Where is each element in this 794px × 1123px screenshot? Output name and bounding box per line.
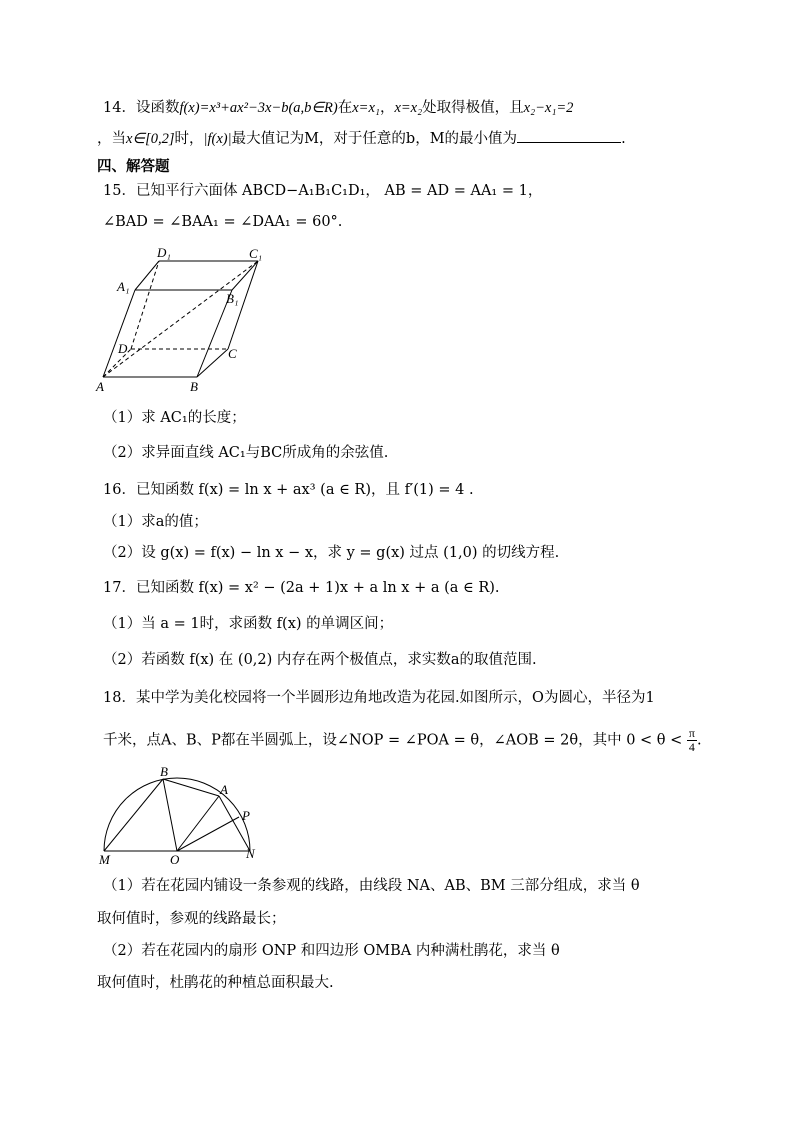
- q17-part2: （2）若函数 f(x) 在 (0,2) 内存在两个极值点，求实数a的取值范围.: [103, 652, 537, 668]
- section-title: 四、解答题: [97, 158, 170, 175]
- q18-part1b: 取何值时，参观的线路最长；: [97, 911, 286, 927]
- q14-text2: ，当: [97, 131, 126, 147]
- frac-numerator: π: [688, 726, 695, 740]
- parallelepiped-figure: [95, 245, 285, 395]
- q14-abs-f: |f(x)|: [203, 131, 232, 147]
- q18-part2a: （2）若在花园内的扇形 ONP 和四边形 OMBA 内种满杜鹃花，求当 θ: [103, 943, 560, 959]
- q14-condition: x₂−x₁=2: [523, 100, 574, 116]
- q17-line1: 17．已知函数 f(x) = x² − (2a + 1)x + a ln x + a (a ∈ R).: [103, 580, 500, 596]
- q18-part1a: （1）若在花园内铺设一条参观的线路，由线段 NA、AB、BM 三部分组成，求当 θ: [103, 878, 640, 894]
- label-d: D: [118, 341, 128, 356]
- q16-line1: 16．已知函数 f(x) = ln x + ax³ (a ∈ R)，且 f′(1) = 4 .: [103, 482, 474, 498]
- q18-line1: 18．某中学为美化校园将一个半圆形边角地改造为花园.如图所示，O为圆心，半径为1: [103, 690, 655, 706]
- label-a: A: [96, 379, 104, 394]
- label-n: N: [246, 846, 255, 861]
- q15-part1: （1）求 AC₁的长度；: [103, 410, 246, 426]
- label-d1: D₁: [157, 245, 171, 260]
- label-p: P: [242, 808, 250, 823]
- q14-line2: [97, 128, 626, 149]
- q14-tail: 处取得极值，且: [422, 100, 524, 116]
- edge-c1b1: [232, 261, 258, 290]
- q14-end: .: [621, 131, 626, 147]
- edge-a1d1: [135, 261, 159, 290]
- pi-over-4: [687, 727, 697, 754]
- q17-part1: （1）当 a = 1时，求函数 f(x) 的单调区间；: [103, 616, 394, 632]
- q14-text3: 时，: [174, 131, 204, 147]
- semicircle-arc: [104, 778, 250, 851]
- edge-bc: [197, 349, 228, 377]
- q18-line2: [103, 727, 702, 754]
- label-m: M: [99, 852, 110, 867]
- answer-blank: [517, 128, 621, 143]
- q14-text4: 最大值记为M，对于任意的b，M的最小值为: [231, 131, 518, 147]
- segment-ab: [163, 779, 219, 796]
- segment-op: [177, 817, 239, 851]
- label-c1: C₁: [249, 246, 263, 261]
- segment-ob: [163, 779, 177, 851]
- q14-x2: x=x₂: [394, 100, 423, 116]
- q14-number: 14．设函数: [103, 100, 180, 116]
- q14-x1: x=x₁: [352, 100, 380, 116]
- q16-part1: （1）求a的值；: [103, 514, 208, 530]
- q14-text: 在: [337, 100, 353, 116]
- label-b1: B₁: [226, 291, 239, 306]
- q14-line1: [103, 98, 573, 118]
- q14-comma: ，: [379, 100, 395, 116]
- edge-aa1: [103, 290, 135, 377]
- q14-function: f(x)=x³+ax²−3x−b(a,b∈R): [179, 100, 338, 116]
- q16-part2: （2）设 g(x) = f(x) − ln x − x，求 y = g(x) 过点 (1,0) 的切线方程.: [103, 545, 560, 561]
- label-o: O: [170, 852, 180, 867]
- segment-oa: [177, 796, 219, 851]
- q15-part2: （2）求异面直线 AC₁与BC所成角的余弦值.: [103, 445, 389, 461]
- label-b: B: [190, 379, 198, 394]
- q15-line2: ∠BAD = ∠BAA₁ = ∠DAA₁ = 60°.: [103, 214, 343, 230]
- label-b: B: [160, 765, 168, 779]
- label-c: C: [228, 346, 237, 361]
- q14-interval: x∈[0,2]: [126, 131, 175, 147]
- label-a: A: [220, 782, 228, 797]
- label-a1: A₁: [117, 279, 130, 294]
- q18-line2-text: 千米，点A、B、P都在半圆弧上，设∠NOP = ∠POA = θ，∠AOB = 2θ，其中 0 < θ <: [103, 732, 683, 749]
- section-heading: [97, 157, 170, 177]
- q18-part2b: 取何值时，杜鹃花的种植总面积最大.: [97, 975, 334, 991]
- frac-denominator: 4: [688, 740, 695, 754]
- q18-line2-end: .: [696, 732, 702, 749]
- q15-line1: 15．已知平行六面体 ABCD−A₁B₁C₁D₁， AB = AD = AA₁ = 1，: [103, 183, 543, 199]
- edge-dd1: [131, 261, 159, 349]
- semicircle-figure: [95, 765, 270, 870]
